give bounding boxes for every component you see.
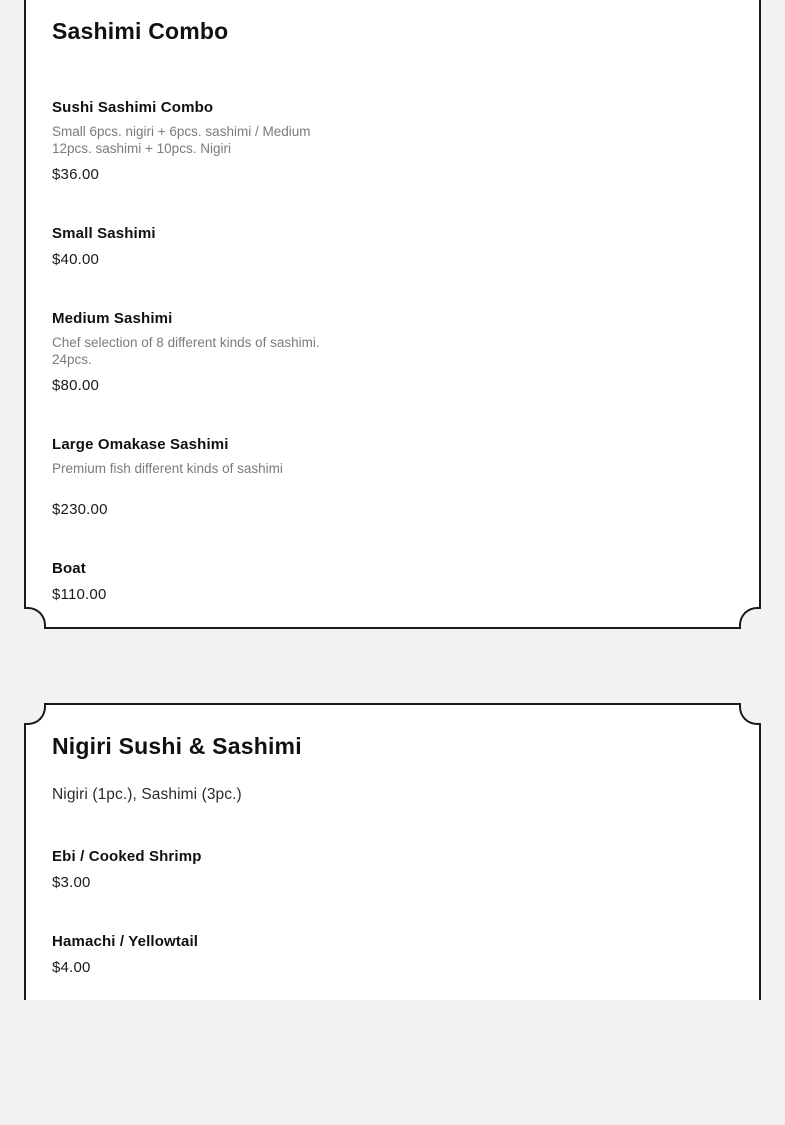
menu-item-name: Ebi / Cooked Shrimp	[52, 848, 202, 865]
menu-item-price: $3.00	[52, 874, 91, 891]
menu-item[interactable]	[52, 933, 733, 976]
menu-item[interactable]	[52, 848, 733, 891]
menu-item-price: $4.00	[52, 959, 91, 976]
menu-item-name: Small Sashimi	[52, 225, 156, 242]
menu-item-list	[52, 848, 733, 976]
menu-item-name: Large Omakase Sashimi	[52, 436, 229, 453]
section-title: Sashimi Combo	[52, 18, 229, 44]
menu-item[interactable]	[52, 436, 733, 518]
menu-section-card-sashimi-combo	[24, 0, 761, 629]
section-note: Nigiri (1pc.), Sashimi (3pc.)	[52, 786, 242, 803]
menu-item[interactable]	[52, 225, 733, 268]
menu-section-card-nigiri-sushi-sashimi	[24, 703, 761, 1000]
menu-item-price: $80.00	[52, 377, 100, 394]
menu-item-name: Boat	[52, 560, 86, 577]
menu-item-name: Hamachi / Yellowtail	[52, 933, 199, 950]
menu-item-price: $110.00	[52, 586, 107, 603]
menu-item[interactable]	[52, 310, 733, 394]
menu-item-name: Medium Sashimi	[52, 310, 173, 327]
menu-item-price: $40.00	[52, 251, 100, 268]
menu-item-name: Sushi Sashimi Combo	[52, 99, 214, 116]
menu-item-description: Premium fish different kinds of sashimi	[52, 461, 283, 476]
menu-item-description: Chef selection of 8 different kinds of sashimi. 24pcs.	[52, 335, 320, 367]
menu-item-price: $230.00	[52, 501, 108, 518]
menu-item-description: Small 6pcs. nigiri + 6pcs. sashimi / Medium 12pcs. sashimi + 10pcs. Nigiri	[52, 124, 311, 156]
section-title: Nigiri Sushi & Sashimi	[52, 733, 302, 759]
menu-item-list	[52, 99, 733, 603]
menu-item[interactable]	[52, 99, 733, 183]
menu-item[interactable]	[52, 560, 733, 603]
menu-item-price: $36.00	[52, 166, 100, 183]
